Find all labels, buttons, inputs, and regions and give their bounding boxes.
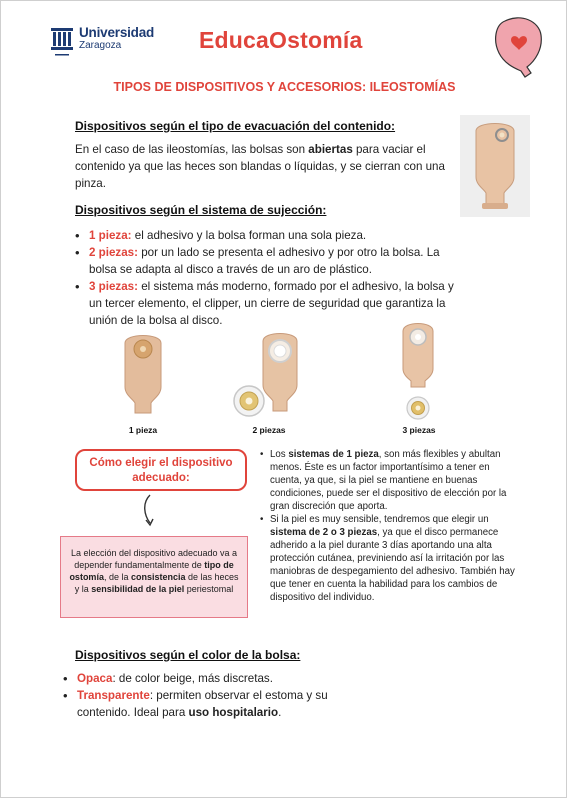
note-bold: sensibilidad de la piel bbox=[91, 584, 185, 594]
note-text: de las heces y la bbox=[74, 572, 239, 594]
section-title-color: Dispositivos según el color de la bolsa: bbox=[75, 648, 301, 662]
note-text: periestomal bbox=[184, 584, 234, 594]
item-label: 3 piezas: bbox=[89, 280, 138, 293]
color-list bbox=[63, 670, 353, 721]
choose-device-box: Cómo elegir el dispositivo adecuado: bbox=[75, 449, 247, 491]
item-label: 1 pieza: bbox=[89, 229, 132, 242]
three-piece-bag-image bbox=[397, 321, 439, 421]
note-text: La elección del dispositivo adecuado va a depender fundamentalmente de bbox=[70, 548, 238, 570]
item-text: por un lado se presenta el adhesivo y por otro la bolsa. La bolsa se adapta al disco a través de un aro de plástico. bbox=[89, 246, 440, 276]
note-text: , de la bbox=[103, 572, 131, 582]
two-piece-bag-image bbox=[231, 331, 307, 419]
item-text: . bbox=[278, 706, 282, 719]
university-crest-icon bbox=[49, 26, 75, 60]
caption-one-piece: 1 pieza bbox=[128, 425, 158, 435]
item-text: el adhesivo y la bolsa forman una sola pieza. bbox=[131, 229, 367, 242]
item-label: Transparente bbox=[77, 689, 150, 702]
list-item bbox=[260, 448, 522, 513]
caption-three-pieces: 3 piezas bbox=[402, 425, 436, 435]
device-choice-note bbox=[60, 536, 248, 618]
evacuation-text-after: para vaciar el contenido ya que las heces son blandas o líquidas, y se cierran con una pinza. bbox=[75, 143, 445, 190]
item-bold: sistema de 2 o 3 piezas bbox=[270, 527, 378, 538]
evacuation-bold: abiertas bbox=[308, 143, 353, 156]
brand-title: EducaOstomía bbox=[199, 27, 363, 53]
university-name: Universidad bbox=[79, 25, 155, 40]
ostomy-bag-heart-icon bbox=[491, 11, 547, 81]
item-bold: uso hospitalario bbox=[188, 706, 279, 719]
device-choice-list bbox=[260, 448, 522, 604]
university-logo bbox=[49, 26, 154, 60]
section-title-fixation: Dispositivos según el sistema de sujección: bbox=[75, 203, 327, 217]
list-item bbox=[260, 513, 522, 604]
list-item bbox=[63, 687, 353, 721]
item-text: : de color beige, más discretas. bbox=[112, 672, 273, 685]
list-item bbox=[75, 244, 457, 278]
note-bold: consistencia bbox=[130, 572, 186, 582]
page-title: TIPOS DE DISPOSITIVOS Y ACCESORIOS: ILEOSTOMÍAS bbox=[113, 80, 456, 94]
evacuation-text: En el caso de las ileostomías, las bolsas son bbox=[75, 143, 309, 156]
university-city: Zaragoza bbox=[79, 39, 122, 51]
item-text: : permiten observar el estoma y su contenido. Ideal para bbox=[77, 689, 328, 719]
item-label: Opaca bbox=[77, 672, 113, 685]
one-piece-bag-image bbox=[119, 331, 167, 415]
item-text: Si la piel es muy sensible, tendremos que elegir un bbox=[270, 514, 489, 525]
list-item bbox=[75, 227, 457, 244]
evacuation-paragraph bbox=[75, 141, 453, 192]
note-bold: tipo de ostomía bbox=[69, 560, 234, 582]
item-label: 2 piezas: bbox=[89, 246, 138, 259]
item-text: Los bbox=[270, 449, 289, 460]
arrow-down-icon bbox=[140, 493, 160, 529]
item-text: , ya que el disco permanece adherido a la piel durante 3 días aportando una alta protección cutánea, previniendo así la irritación por las maniobras de despegamiento del adhesivo. También hay que tener en cuenta la habilidad para los cambios de dispositivo del individuo. bbox=[270, 527, 515, 603]
item-text: el sistema más moderno, formado por el adhesivo, la bolsa y un tercer elemento, el clipper, un cierre de seguridad que garantiza la unión de la bolsa al disco. bbox=[89, 280, 454, 327]
section-title-evacuation: Dispositivos según el tipo de evacuación del contenido: bbox=[75, 119, 396, 133]
open-bag-image bbox=[460, 115, 530, 217]
item-bold: sistemas de 1 pieza bbox=[288, 449, 379, 460]
list-item bbox=[63, 670, 353, 687]
caption-two-pieces: 2 piezas bbox=[252, 425, 286, 435]
item-text: , son más flexibles y abultan menos. Éste es un factor importantísimo a tener en cuenta, ya que, si la piel se mantiene en buenas condiciones, puede ser el dispositivo de elección por la gran discreción que aporta. bbox=[270, 449, 507, 512]
fixation-list bbox=[75, 227, 457, 329]
